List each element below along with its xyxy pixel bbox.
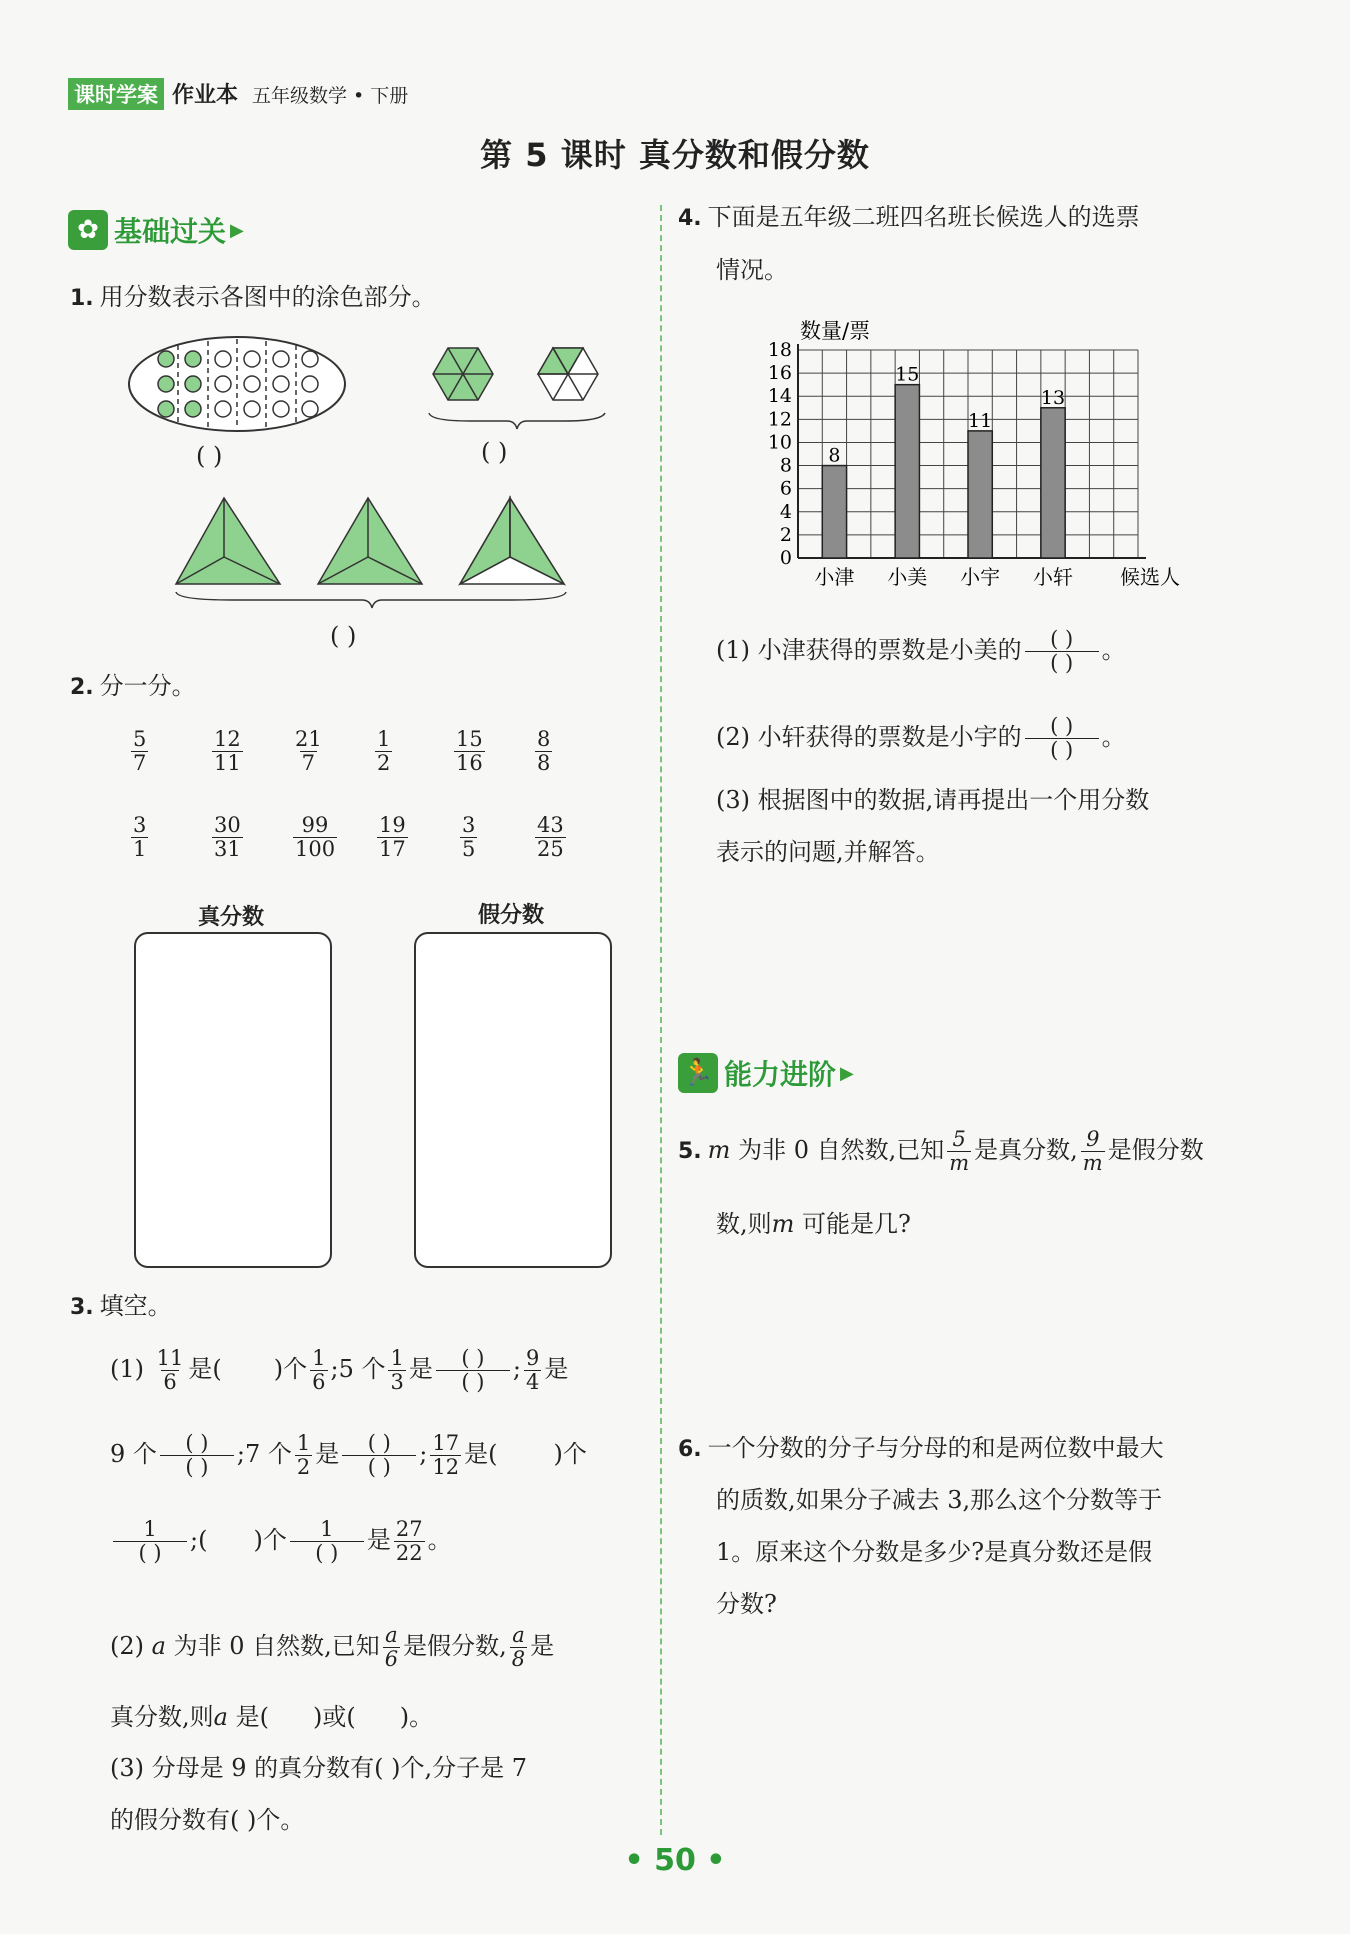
question-2 bbox=[70, 672, 196, 701]
brand-tag: 课时学案 bbox=[68, 78, 164, 110]
section-basic-label: 基础过关 bbox=[114, 215, 227, 248]
arrow-right-icon: ▶ bbox=[840, 1062, 854, 1084]
question-6-line4: 分数? bbox=[716, 1590, 777, 1618]
proper-fraction-label: 真分数 bbox=[198, 905, 265, 930]
fraction: $\frac{9}{m}$ bbox=[1082, 1127, 1103, 1176]
question-text: 下面是五年级二班四名班长候选人的选票 bbox=[707, 203, 1140, 231]
y-tick-label: 18 bbox=[767, 339, 792, 361]
x-category-label: 小津 bbox=[814, 565, 855, 589]
y-tick-label: 0 bbox=[779, 547, 792, 569]
fraction: $\frac{8}{8}$ bbox=[537, 727, 551, 776]
bar bbox=[895, 385, 919, 558]
q3-part1-line3: $\frac{1}{( )}$ ;( )个 $\frac{1}{( )}$ 是 $\frac{27}{22}$ 。 bbox=[110, 1518, 452, 1565]
improper-fraction-box[interactable] bbox=[414, 932, 612, 1268]
section-advanced-label: 能力进阶 bbox=[724, 1058, 837, 1091]
question-6-line3: 1。原来这个分数是多少?是真分数还是假 bbox=[716, 1538, 1153, 1566]
q4-sub1: (1) 小津获得的票数是小美的 $\frac{( )}{( )}$ 。 bbox=[716, 627, 1126, 676]
brand-name: 作业本 bbox=[172, 83, 239, 108]
question-number: 3. bbox=[70, 1295, 94, 1320]
bar bbox=[968, 431, 992, 558]
running-person-icon: 🏃 bbox=[678, 1053, 718, 1093]
lesson-title: 第 5 课时 真分数和假分数 bbox=[480, 136, 870, 174]
y-tick-label: 14 bbox=[767, 385, 792, 408]
fraction: $\frac{1}{3}$ bbox=[390, 1346, 404, 1395]
answer-fraction-blank[interactable]: $\frac{( )}{( )}$ bbox=[160, 1432, 234, 1479]
book-brand bbox=[68, 78, 408, 110]
q3-part2-line1: (2) a 为非 0 自然数,已知 $\frac{a}{6}$ 是假分数, $\frac{a}{8}$ 是 bbox=[110, 1623, 555, 1672]
q3-part1-line2: 9 个 $\frac{( )}{( )}$ ;7 个 $\frac{1}{2}$ 是 $\frac{( )}{( )}$ ; $\frac{17}{12}$ 是( )个 bbox=[110, 1431, 587, 1480]
improper-fraction-label: 假分数 bbox=[478, 903, 545, 928]
fraction: $\frac{43}{25}$ bbox=[537, 813, 564, 862]
y-tick-label: 8 bbox=[779, 454, 792, 477]
column-divider bbox=[660, 205, 662, 1835]
page-number: • 50 • bbox=[624, 1843, 726, 1878]
q3-part2-line2: 真分数,则a 是( )或( )。 bbox=[110, 1703, 434, 1731]
section-advanced-banner bbox=[678, 1053, 854, 1093]
bar-value-label: 8 bbox=[828, 444, 841, 467]
fraction: $\frac{11}{6}$ bbox=[156, 1346, 184, 1395]
section-basic-banner bbox=[68, 210, 244, 250]
fraction: $\frac{5}{7}$ bbox=[133, 727, 147, 776]
y-tick-label: 10 bbox=[767, 431, 792, 454]
question-text-cont: 情况。 bbox=[716, 256, 788, 284]
question-5: 5. m 为非 0 自然数,已知 $\frac{5}{m}$ 是真分数, $\frac{9}{m}$ 是假分数 bbox=[678, 1127, 1204, 1176]
fraction: $\frac{3}{1}$ bbox=[133, 813, 147, 862]
fraction: $\frac{21}{7}$ bbox=[295, 727, 322, 776]
answer-blank[interactable]: ( ) bbox=[330, 622, 357, 650]
question-text: 填空。 bbox=[99, 1292, 172, 1320]
fraction: $\frac{3}{5}$ bbox=[462, 813, 476, 862]
x-axis-label: 候选人 bbox=[1120, 565, 1180, 589]
fraction: $\frac{5}{m}$ bbox=[949, 1127, 970, 1176]
gear-icon: ✿ bbox=[68, 210, 108, 250]
q3-part3-line2: 的假分数有( )个。 bbox=[110, 1806, 305, 1834]
votes-bar-chart bbox=[760, 300, 1200, 600]
answer-fraction-blank[interactable]: $\frac{1}{( )}$ bbox=[113, 1518, 187, 1565]
question-text: 用分数表示各图中的涂色部分。 bbox=[99, 283, 436, 311]
question-number: 1. bbox=[70, 286, 94, 311]
question-number: 6. bbox=[678, 1437, 702, 1462]
x-category-label: 小美 bbox=[887, 565, 928, 589]
question-3 bbox=[70, 1292, 172, 1321]
question-5-cont: 数,则m 可能是几? bbox=[716, 1210, 911, 1238]
answer-blank[interactable]: ( ) bbox=[481, 438, 508, 466]
y-tick-label: 4 bbox=[779, 500, 792, 523]
q3-part1-line1: (1) $\frac{11}{6}$ 是( )个 $\frac{1}{6}$ ;5 个 $\frac{1}{3}$ 是 $\frac{( )}{( )}$ ; $\frac{9}{4}$ 是 bbox=[110, 1346, 569, 1395]
question-4 bbox=[678, 203, 1140, 232]
bar-value-label: 15 bbox=[895, 363, 920, 386]
fraction: $\frac{99}{100}$ bbox=[295, 813, 336, 862]
question-6-line2: 的质数,如果分子减去 3,那么这个分数等于 bbox=[716, 1486, 1163, 1514]
answer-blank[interactable]: ( ) bbox=[196, 442, 223, 470]
question-number: 4. bbox=[678, 206, 702, 231]
y-tick-label: 6 bbox=[779, 477, 792, 500]
book-info: 五年级数学 • 下册 bbox=[252, 85, 409, 107]
question-number: 2. bbox=[70, 675, 94, 700]
question-6: 6. 一个分数的分子与分母的和是两位数中最大 bbox=[678, 1434, 1164, 1462]
fraction: $\frac{1}{2}$ bbox=[296, 1431, 311, 1480]
fraction: $\frac{30}{31}$ bbox=[214, 813, 241, 862]
fraction: $\frac{17}{12}$ bbox=[432, 1431, 460, 1480]
fraction: $\frac{27}{22}$ bbox=[395, 1517, 423, 1566]
fraction: $\frac{9}{4}$ bbox=[525, 1346, 540, 1395]
arrow-right-icon: ▶ bbox=[230, 219, 244, 241]
fraction: $\frac{12}{11}$ bbox=[214, 727, 241, 776]
fraction: $\frac{a}{6}$ bbox=[384, 1623, 399, 1672]
bar bbox=[1041, 408, 1065, 558]
x-category-label: 小轩 bbox=[1033, 565, 1073, 589]
q4-sub3-line1: (3) 根据图中的数据,请再提出一个用分数 bbox=[716, 786, 1150, 814]
x-category-label: 小宇 bbox=[960, 565, 1001, 589]
question-number: 5. bbox=[678, 1139, 702, 1165]
fraction: $\frac{a}{8}$ bbox=[511, 1623, 526, 1672]
question-1 bbox=[70, 283, 436, 312]
bar bbox=[822, 466, 846, 558]
y-tick-label: 2 bbox=[779, 523, 792, 546]
answer-fraction-blank[interactable]: $\frac{( )}{( )}$ bbox=[436, 1347, 510, 1394]
triangles-figure bbox=[172, 492, 582, 612]
q3-part3-line1: (3) 分母是 9 的真分数有( )个,分子是 7 bbox=[110, 1754, 528, 1782]
fraction: $\frac{19}{17}$ bbox=[379, 813, 406, 862]
q4-sub2: (2) 小轩获得的票数是小宇的 $\frac{( )}{( )}$ 。 bbox=[716, 714, 1126, 763]
fraction: $\frac{1}{2}$ bbox=[377, 727, 391, 776]
question-text: 分一分。 bbox=[99, 672, 196, 700]
bar-value-label: 13 bbox=[1040, 386, 1066, 409]
ellipse-circles-figure bbox=[126, 333, 348, 435]
answer-fraction-blank[interactable]: $\frac{( )}{( )}$ bbox=[342, 1432, 416, 1479]
y-tick-label: 12 bbox=[767, 408, 792, 431]
y-tick-label: 16 bbox=[767, 362, 792, 385]
answer-fraction-blank[interactable]: $\frac{1}{( )}$ bbox=[290, 1518, 364, 1565]
bar-value-label: 11 bbox=[968, 409, 993, 432]
y-axis-label: 数量/票 bbox=[800, 319, 871, 343]
q4-sub3-line2: 表示的问题,并解答。 bbox=[716, 838, 940, 866]
hexagons-figure bbox=[425, 333, 625, 433]
proper-fraction-box[interactable] bbox=[134, 932, 332, 1268]
answer-fraction-blank[interactable]: $\frac{( )}{( )}$ bbox=[1025, 628, 1099, 675]
answer-fraction-blank[interactable]: $\frac{( )}{( )}$ bbox=[1025, 715, 1099, 762]
fraction: $\frac{15}{16}$ bbox=[456, 727, 483, 776]
fraction: $\frac{1}{6}$ bbox=[312, 1346, 326, 1395]
